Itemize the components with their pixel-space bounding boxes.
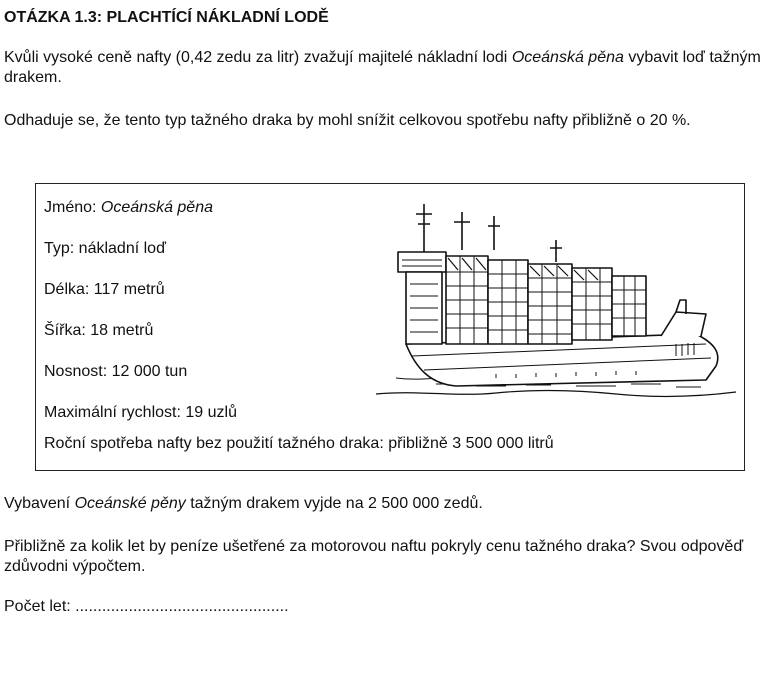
intro-ship-name: Oceánská pěna xyxy=(511,49,624,66)
intro-text-1: Kvůli vysoké ceně nafty (0,42 zedu za litr) zvažují majitelé nákladní lodi xyxy=(4,49,512,66)
question-paragraph: Přibližně za kolik let by peníze ušetřené za motorovou naftu pokryly cenu tažného draka? Svou odpověď zdůvodni výpočtem. xyxy=(4,538,744,575)
ship-speed-line: Maximální rychlost: 19 uzlů xyxy=(44,404,237,421)
ship-capacity-line: Nosnost: 12 000 tun xyxy=(44,363,188,380)
ship-width-line: Šířka: 18 metrů xyxy=(44,322,154,339)
ship-name-value: Oceánská pěna xyxy=(100,199,213,216)
ship-type-line: Typ: nákladní loď xyxy=(44,240,166,257)
ship-name-line xyxy=(44,198,213,218)
question-title: OTÁZKA 1.3: PLACHTÍCÍ NÁKLADNÍ LODĚ xyxy=(4,9,329,26)
cargo-ship-illustration xyxy=(376,194,736,404)
equipment-text-2: tažným drakem vyjde na 2 500 000 zedů. xyxy=(185,495,483,512)
equipment-ship-name: Oceánské pěny xyxy=(74,495,186,512)
ship-length-line: Délka: 117 metrů xyxy=(44,281,165,298)
intro-paragraph xyxy=(4,48,764,88)
equipment-paragraph xyxy=(4,494,764,514)
answer-line[interactable]: Počet let: ................................................ xyxy=(4,598,289,615)
ship-name-label: Jméno: xyxy=(44,199,101,216)
estimate-paragraph: Odhaduje se, že tento typ tažného draka by mohl snížit celkovou spotřebu nafty přibližně o 20 %. xyxy=(4,112,691,129)
equipment-text-1: Vybavení xyxy=(4,495,75,512)
ship-fuel-line: Roční spotřeba nafty bez použití tažného draka: přibližně 3 500 000 litrů xyxy=(44,435,554,452)
intro-text-2: vybavit loď tažným drakem. xyxy=(4,49,761,86)
ship-info-box xyxy=(35,183,745,471)
